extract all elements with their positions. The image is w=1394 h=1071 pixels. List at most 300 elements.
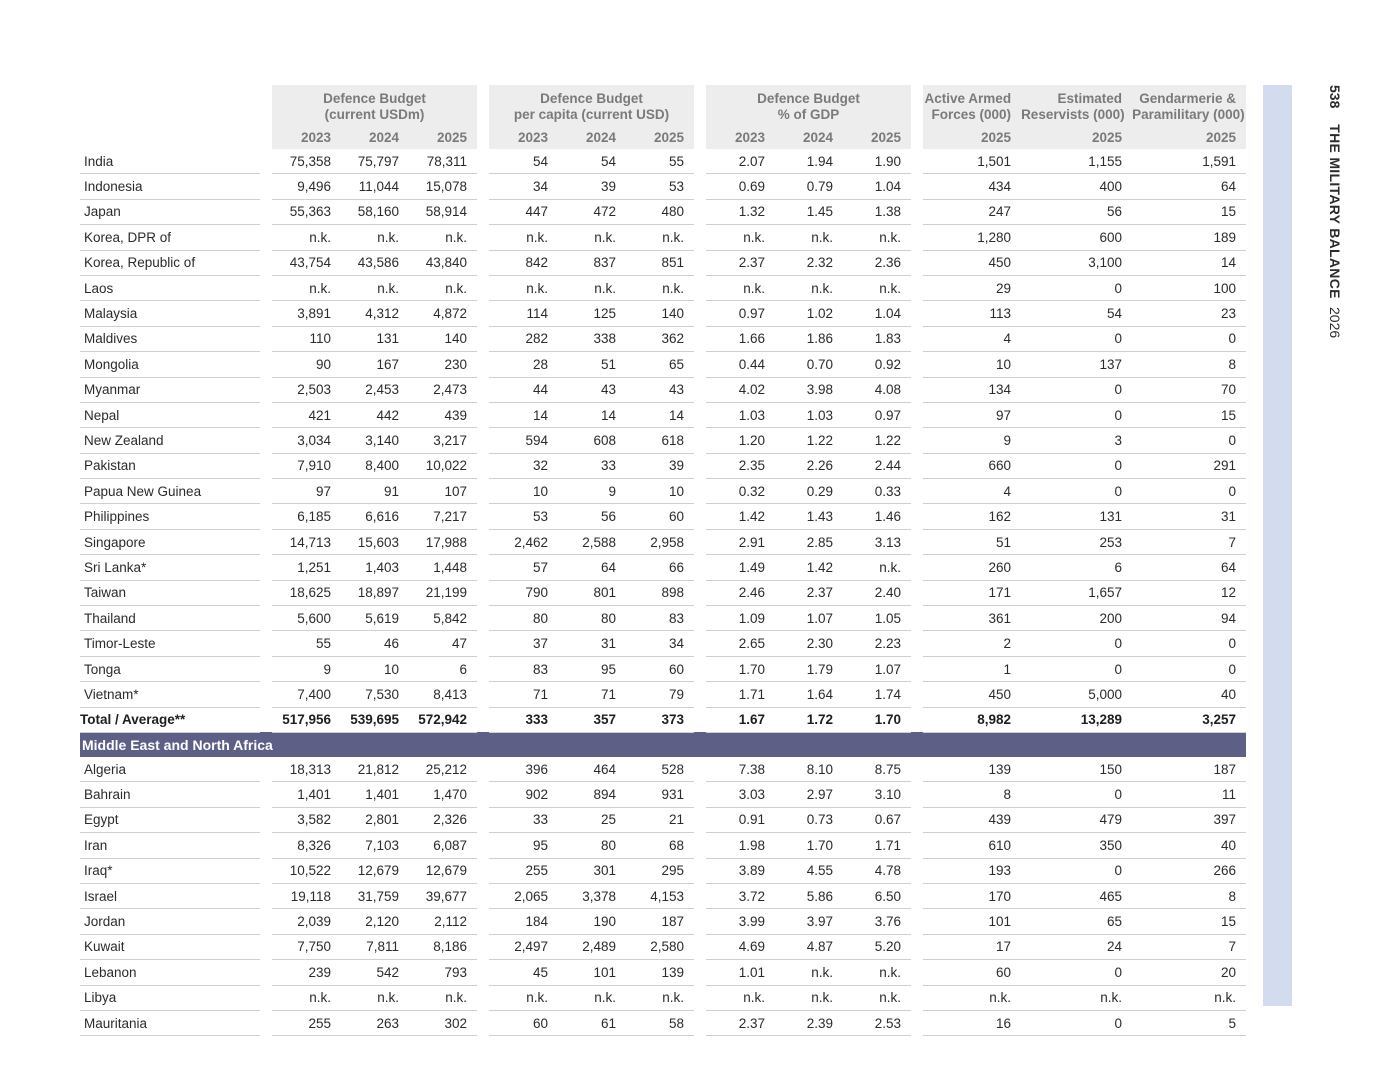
value-cell: 2.44 xyxy=(843,453,911,478)
value-cell: 291 xyxy=(1132,453,1246,478)
value-cell: 44 xyxy=(489,377,558,402)
value-cell: 64 xyxy=(558,555,626,580)
year-header: 2024 xyxy=(775,125,843,149)
value-cell: 230 xyxy=(409,352,477,377)
value-cell: 0 xyxy=(1021,326,1132,351)
value-cell: 31 xyxy=(558,631,626,656)
value-cell: n.k. xyxy=(843,960,911,985)
value-cell: 131 xyxy=(1021,504,1132,529)
year-header: 2025 xyxy=(409,125,477,149)
value-cell: 83 xyxy=(626,606,694,631)
value-cell: 1.90 xyxy=(843,149,911,174)
value-cell: 24 xyxy=(1021,934,1132,959)
value-cell: 60 xyxy=(626,656,694,681)
value-cell: 4.08 xyxy=(843,377,911,402)
country-name: India xyxy=(80,149,260,174)
value-cell: 2.46 xyxy=(706,580,775,605)
value-cell: 660 xyxy=(923,453,1021,478)
value-cell: 110 xyxy=(272,326,341,351)
section-header-row xyxy=(80,732,1246,757)
value-cell: 14 xyxy=(489,402,558,427)
table-row xyxy=(80,250,1246,275)
value-cell: 14 xyxy=(1132,250,1246,275)
country-name: Nepal xyxy=(80,402,260,427)
value-cell: 101 xyxy=(923,909,1021,934)
header-budget-per-capita: Defence Budget per capita (current USD) xyxy=(489,85,694,125)
value-cell: 6 xyxy=(1021,555,1132,580)
value-cell: 18,313 xyxy=(272,757,341,782)
value-cell: 60 xyxy=(489,1010,558,1035)
value-cell: 2.23 xyxy=(843,631,911,656)
year-header: 2023 xyxy=(706,125,775,149)
value-cell: 902 xyxy=(489,782,558,807)
value-cell: 1.38 xyxy=(843,199,911,224)
value-cell: 184 xyxy=(489,909,558,934)
value-cell: n.k. xyxy=(843,225,911,250)
value-cell: 1,657 xyxy=(1021,580,1132,605)
value-cell: 3 xyxy=(1021,428,1132,453)
value-cell: 65 xyxy=(1021,909,1132,934)
value-cell: 83 xyxy=(489,656,558,681)
value-cell: 54 xyxy=(489,149,558,174)
value-cell: 21,199 xyxy=(409,580,477,605)
table-row xyxy=(80,909,1246,934)
publication-year: 2026 xyxy=(1327,306,1343,338)
value-cell: 450 xyxy=(923,682,1021,707)
value-cell: 70 xyxy=(1132,377,1246,402)
value-cell: 4.55 xyxy=(775,858,843,883)
value-cell: 200 xyxy=(1021,606,1132,631)
value-cell: 31,759 xyxy=(341,883,409,908)
value-cell: 45 xyxy=(489,960,558,985)
table-row xyxy=(80,883,1246,908)
value-cell: 134 xyxy=(923,377,1021,402)
value-cell: 8,400 xyxy=(341,453,409,478)
value-cell: 12,679 xyxy=(409,858,477,883)
year-header: 2023 xyxy=(489,125,558,149)
value-cell: 12,679 xyxy=(341,858,409,883)
value-cell: n.k. xyxy=(843,555,911,580)
value-cell: 55 xyxy=(272,631,341,656)
value-cell: 1.70 xyxy=(775,833,843,858)
value-cell: 255 xyxy=(272,1010,341,1035)
value-cell: 464 xyxy=(558,757,626,782)
value-cell: 2.40 xyxy=(843,580,911,605)
value-cell: 0.79 xyxy=(775,174,843,199)
value-cell: 594 xyxy=(489,428,558,453)
value-cell: 2,065 xyxy=(489,883,558,908)
value-cell: 19,118 xyxy=(272,883,341,908)
table-row xyxy=(80,174,1246,199)
value-cell: 8,413 xyxy=(409,682,477,707)
value-cell: n.k. xyxy=(409,985,477,1010)
value-cell: 3.98 xyxy=(775,377,843,402)
value-cell: 101 xyxy=(558,960,626,985)
value-cell: 15,603 xyxy=(341,529,409,554)
value-cell: 0 xyxy=(1132,428,1246,453)
value-cell: 2.97 xyxy=(775,782,843,807)
value-cell: 1,448 xyxy=(409,555,477,580)
value-cell: 64 xyxy=(1132,174,1246,199)
value-cell: 75,358 xyxy=(272,149,341,174)
value-cell: 10 xyxy=(626,479,694,504)
value-cell: 301 xyxy=(558,858,626,883)
value-cell: 266 xyxy=(1132,858,1246,883)
value-cell: 8,982 xyxy=(923,707,1021,732)
value-cell: 1,470 xyxy=(409,782,477,807)
country-name: Korea, DPR of xyxy=(80,225,260,250)
value-cell: 295 xyxy=(626,858,694,883)
value-cell: n.k. xyxy=(558,985,626,1010)
year-header-row xyxy=(80,125,1246,149)
value-cell: 0.97 xyxy=(706,301,775,326)
value-cell: 0 xyxy=(1021,1010,1132,1035)
value-cell: 1.09 xyxy=(706,606,775,631)
value-cell: 17 xyxy=(923,934,1021,959)
header-reservists: Estimated Reservists (000) xyxy=(1021,85,1132,125)
value-cell: 16 xyxy=(923,1010,1021,1035)
value-cell: 610 xyxy=(923,833,1021,858)
value-cell: 187 xyxy=(1132,757,1246,782)
value-cell: n.k. xyxy=(489,275,558,300)
value-cell: 338 xyxy=(558,326,626,351)
value-cell: 1,501 xyxy=(923,149,1021,174)
value-cell: 439 xyxy=(923,807,1021,832)
value-cell: 851 xyxy=(626,250,694,275)
table-row xyxy=(80,960,1246,985)
value-cell: 1.66 xyxy=(706,326,775,351)
value-cell: 1.20 xyxy=(706,428,775,453)
value-cell: 95 xyxy=(558,656,626,681)
value-cell: 480 xyxy=(626,199,694,224)
header-active-forces: Active Armed Forces (000) xyxy=(923,85,1021,125)
value-cell: n.k. xyxy=(775,985,843,1010)
value-cell: 58,914 xyxy=(409,199,477,224)
country-name: Thailand xyxy=(80,606,260,631)
value-cell: 357 xyxy=(558,707,626,732)
value-cell: 1.04 xyxy=(843,301,911,326)
table-row xyxy=(80,149,1246,174)
value-cell: 43,754 xyxy=(272,250,341,275)
value-cell: 139 xyxy=(923,757,1021,782)
year-header: 2025 xyxy=(923,125,1021,149)
value-cell: 1.71 xyxy=(706,682,775,707)
value-cell: 0 xyxy=(1021,631,1132,656)
value-cell: 472 xyxy=(558,199,626,224)
value-cell: 1.22 xyxy=(843,428,911,453)
value-cell: 6,616 xyxy=(341,504,409,529)
value-cell: 97 xyxy=(923,402,1021,427)
value-cell: 1.02 xyxy=(775,301,843,326)
value-cell: 100 xyxy=(1132,275,1246,300)
value-cell: 362 xyxy=(626,326,694,351)
value-cell: 2.91 xyxy=(706,529,775,554)
country-name: Philippines xyxy=(80,504,260,529)
table-row xyxy=(80,656,1246,681)
value-cell: 931 xyxy=(626,782,694,807)
value-cell: 68 xyxy=(626,833,694,858)
value-cell: n.k. xyxy=(626,985,694,1010)
value-cell: 15 xyxy=(1132,909,1246,934)
value-cell: 2,503 xyxy=(272,377,341,402)
table-row xyxy=(80,757,1246,782)
publication-title: THE MILITARY BALANCE xyxy=(1327,124,1343,299)
table-row xyxy=(80,479,1246,504)
value-cell: 542 xyxy=(341,960,409,985)
value-cell: 600 xyxy=(1021,225,1132,250)
value-cell: 7,750 xyxy=(272,934,341,959)
country-name: Mauritania xyxy=(80,1010,260,1035)
value-cell: 1.03 xyxy=(706,402,775,427)
value-cell: 53 xyxy=(489,504,558,529)
country-name: Mongolia xyxy=(80,352,260,377)
value-cell: 4.02 xyxy=(706,377,775,402)
country-name: Egypt xyxy=(80,807,260,832)
section-title: Middle East and North Africa xyxy=(80,732,1246,757)
value-cell: 397 xyxy=(1132,807,1246,832)
value-cell: 1.32 xyxy=(706,199,775,224)
country-name: Myanmar xyxy=(80,377,260,402)
value-cell: 187 xyxy=(626,909,694,934)
value-cell: 2.35 xyxy=(706,453,775,478)
value-cell: n.k. xyxy=(272,275,341,300)
value-cell: 255 xyxy=(489,858,558,883)
value-cell: 3.76 xyxy=(843,909,911,934)
value-cell: 1.03 xyxy=(775,402,843,427)
country-name: Bahrain xyxy=(80,782,260,807)
value-cell: 1.01 xyxy=(706,960,775,985)
table-row xyxy=(80,985,1246,1010)
value-cell: 18,625 xyxy=(272,580,341,605)
year-header: 2025 xyxy=(1021,125,1132,149)
value-cell: n.k. xyxy=(706,225,775,250)
value-cell: 0 xyxy=(1021,479,1132,504)
value-cell: 10,022 xyxy=(409,453,477,478)
value-cell: 0 xyxy=(1021,275,1132,300)
defence-data-table xyxy=(80,85,1246,1036)
value-cell: 43 xyxy=(626,377,694,402)
running-head xyxy=(1327,85,1343,338)
table-row xyxy=(80,782,1246,807)
year-header: 2025 xyxy=(1132,125,1246,149)
value-cell: 40 xyxy=(1132,682,1246,707)
value-cell: 801 xyxy=(558,580,626,605)
value-cell: n.k. xyxy=(775,275,843,300)
value-cell: 60 xyxy=(923,960,1021,985)
value-cell: 1,403 xyxy=(341,555,409,580)
value-cell: 66 xyxy=(626,555,694,580)
value-cell: 113 xyxy=(923,301,1021,326)
value-cell: 3.72 xyxy=(706,883,775,908)
value-cell: 0.92 xyxy=(843,352,911,377)
total-row xyxy=(80,707,1246,732)
value-cell: 4.78 xyxy=(843,858,911,883)
value-cell: 11,044 xyxy=(341,174,409,199)
value-cell: 1.42 xyxy=(775,555,843,580)
value-cell: 40 xyxy=(1132,833,1246,858)
value-cell: 2.26 xyxy=(775,453,843,478)
value-cell: 4,312 xyxy=(341,301,409,326)
value-cell: 898 xyxy=(626,580,694,605)
value-cell: n.k. xyxy=(272,985,341,1010)
value-cell: 10 xyxy=(489,479,558,504)
value-cell: n.k. xyxy=(706,985,775,1010)
value-cell: 46 xyxy=(341,631,409,656)
value-cell: 54 xyxy=(1021,301,1132,326)
table-row xyxy=(80,301,1246,326)
value-cell: 189 xyxy=(1132,225,1246,250)
value-cell: 2,326 xyxy=(409,807,477,832)
value-cell: 58,160 xyxy=(341,199,409,224)
value-cell: 7,910 xyxy=(272,453,341,478)
header-paramilitary: Gendarmerie & Paramilitary (000) xyxy=(1132,85,1246,125)
value-cell: 80 xyxy=(489,606,558,631)
value-cell: 2 xyxy=(923,631,1021,656)
value-cell: n.k. xyxy=(489,985,558,1010)
value-cell: 33 xyxy=(489,807,558,832)
value-cell: 0 xyxy=(1021,453,1132,478)
value-cell: n.k. xyxy=(1021,985,1132,1010)
value-cell: 37 xyxy=(489,631,558,656)
value-cell: 6,185 xyxy=(272,504,341,529)
value-cell: 0.67 xyxy=(843,807,911,832)
value-cell: n.k. xyxy=(489,225,558,250)
value-cell: 260 xyxy=(923,555,1021,580)
value-cell: 2,462 xyxy=(489,529,558,554)
table-row xyxy=(80,326,1246,351)
value-cell: 5,842 xyxy=(409,606,477,631)
value-cell: 58 xyxy=(626,1010,694,1035)
value-cell: 1.71 xyxy=(843,833,911,858)
value-cell: 8,186 xyxy=(409,934,477,959)
value-cell: 15,078 xyxy=(409,174,477,199)
country-name: Korea, Republic of xyxy=(80,250,260,275)
side-color-bar xyxy=(1263,85,1292,1006)
value-cell: 25,212 xyxy=(409,757,477,782)
value-cell: 517,956 xyxy=(272,707,341,732)
value-cell: 51 xyxy=(923,529,1021,554)
value-cell: 17,988 xyxy=(409,529,477,554)
value-cell: 1.83 xyxy=(843,326,911,351)
value-cell: 2.85 xyxy=(775,529,843,554)
page-number: 538 xyxy=(1327,85,1343,109)
value-cell: 7.38 xyxy=(706,757,775,782)
value-cell: 7,530 xyxy=(341,682,409,707)
value-cell: 837 xyxy=(558,250,626,275)
table-row xyxy=(80,833,1246,858)
value-cell: 361 xyxy=(923,606,1021,631)
value-cell: 3.99 xyxy=(706,909,775,934)
value-cell: 3,217 xyxy=(409,428,477,453)
value-cell: 6.50 xyxy=(843,883,911,908)
country-name: Pakistan xyxy=(80,453,260,478)
value-cell: 33 xyxy=(558,453,626,478)
value-cell: 1.74 xyxy=(843,682,911,707)
value-cell: 3.03 xyxy=(706,782,775,807)
value-cell: n.k. xyxy=(775,225,843,250)
value-cell: 1,280 xyxy=(923,225,1021,250)
country-name: Japan xyxy=(80,199,260,224)
value-cell: 43,840 xyxy=(409,250,477,275)
value-cell: n.k. xyxy=(775,960,843,985)
value-cell: 282 xyxy=(489,326,558,351)
value-cell: 894 xyxy=(558,782,626,807)
table-row xyxy=(80,1010,1246,1035)
value-cell: 21,812 xyxy=(341,757,409,782)
value-cell: 6 xyxy=(409,656,477,681)
value-cell: 0 xyxy=(1021,960,1132,985)
value-cell: 3.89 xyxy=(706,858,775,883)
table-row xyxy=(80,275,1246,300)
value-cell: 0.33 xyxy=(843,479,911,504)
table-row xyxy=(80,504,1246,529)
value-cell: 60 xyxy=(626,504,694,529)
value-cell: 1.04 xyxy=(843,174,911,199)
value-cell: 253 xyxy=(1021,529,1132,554)
table-row xyxy=(80,529,1246,554)
value-cell: 1,401 xyxy=(272,782,341,807)
value-cell: 56 xyxy=(1021,199,1132,224)
value-cell: 3.97 xyxy=(775,909,843,934)
value-cell: 2.32 xyxy=(775,250,843,275)
group-header-row xyxy=(80,85,1246,125)
value-cell: 3,034 xyxy=(272,428,341,453)
value-cell: n.k. xyxy=(341,985,409,1010)
value-cell: 1.07 xyxy=(775,606,843,631)
value-cell: 0 xyxy=(1021,782,1132,807)
value-cell: 0.73 xyxy=(775,807,843,832)
value-cell: 20 xyxy=(1132,960,1246,985)
table-row xyxy=(80,453,1246,478)
value-cell: 10 xyxy=(341,656,409,681)
value-cell: 8 xyxy=(1132,883,1246,908)
value-cell: 0 xyxy=(1021,377,1132,402)
value-cell: 1.70 xyxy=(843,707,911,732)
value-cell: 79 xyxy=(626,682,694,707)
value-cell: 11 xyxy=(1132,782,1246,807)
value-cell: 5,600 xyxy=(272,606,341,631)
value-cell: 14 xyxy=(626,402,694,427)
value-cell: 10,522 xyxy=(272,858,341,883)
value-cell: 2,588 xyxy=(558,529,626,554)
value-cell: 5,000 xyxy=(1021,682,1132,707)
value-cell: 28 xyxy=(489,352,558,377)
value-cell: 190 xyxy=(558,909,626,934)
value-cell: 78,311 xyxy=(409,149,477,174)
country-name: Iran xyxy=(80,833,260,858)
value-cell: 167 xyxy=(341,352,409,377)
value-cell: 0 xyxy=(1021,656,1132,681)
year-header: 2024 xyxy=(558,125,626,149)
value-cell: 793 xyxy=(409,960,477,985)
value-cell: 75,797 xyxy=(341,149,409,174)
value-cell: 56 xyxy=(558,504,626,529)
value-cell: 131 xyxy=(341,326,409,351)
value-cell: 34 xyxy=(489,174,558,199)
value-cell: 9 xyxy=(923,428,1021,453)
value-cell: 3,582 xyxy=(272,807,341,832)
value-cell: n.k. xyxy=(272,225,341,250)
value-cell: 442 xyxy=(341,402,409,427)
value-cell: 447 xyxy=(489,199,558,224)
table-row xyxy=(80,428,1246,453)
value-cell: 12 xyxy=(1132,580,1246,605)
value-cell: 4,872 xyxy=(409,301,477,326)
table-row xyxy=(80,199,1246,224)
value-cell: 95 xyxy=(489,833,558,858)
value-cell: n.k. xyxy=(923,985,1021,1010)
value-cell: 13,289 xyxy=(1021,707,1132,732)
